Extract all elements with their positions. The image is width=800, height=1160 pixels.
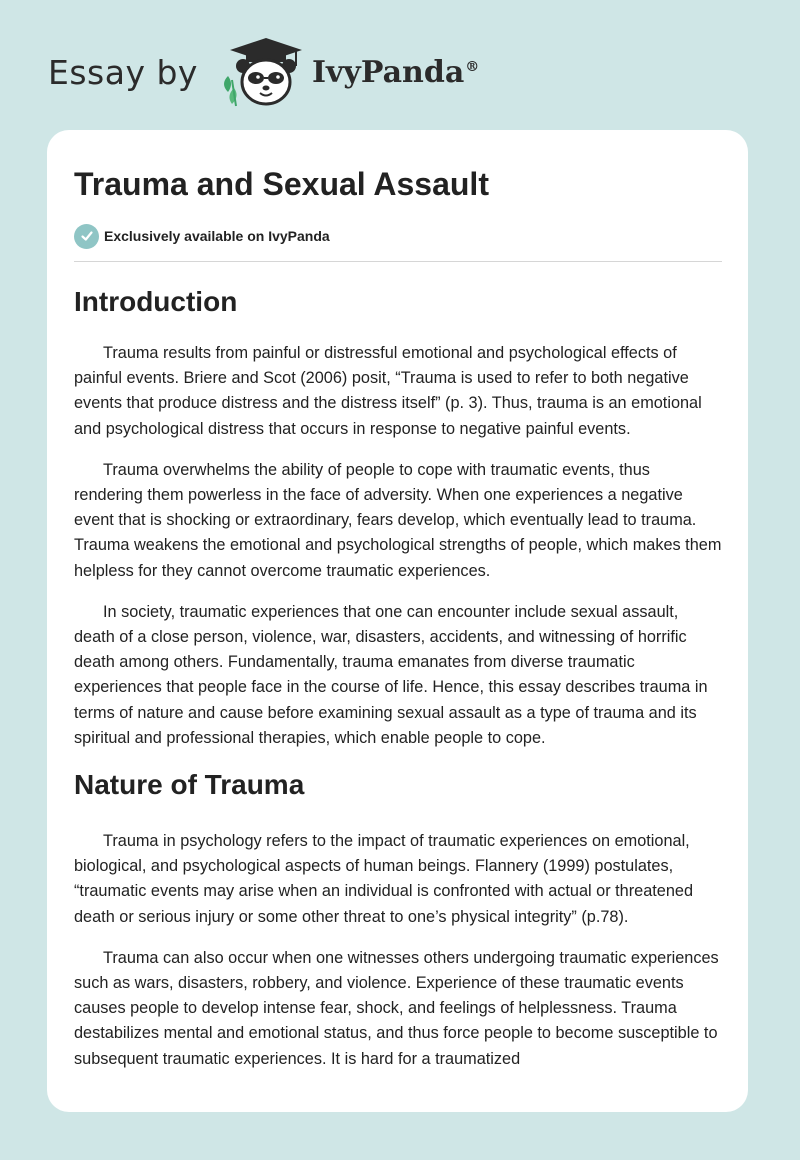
brand-logo[interactable] [48, 36, 479, 108]
divider [74, 261, 722, 262]
paragraph: Trauma can also occur when one witnesses others undergoing traumatic experiences such as wars, disasters, robbery, and violence. Experience of these traumatic events causes people to develop intense fear, shock, and feelings of helplessness. Trauma destabilizes mental and emotional status, and thus force people to become susceptible to subsequent traumatic experiences. It is hard for a traumatized [74, 948, 719, 1068]
brand-prefix: Essay by [48, 52, 198, 92]
paragraph: Trauma results from painful or distressful emotional and psychological effects of painful events. Briere and Scot (2006) posit, “Trauma is used to refer to both negative events that produce distress and the distress itself” (p. 3). Thus, trauma is an emotional and psychological distress that occurs in response to negative painful events. [74, 344, 702, 438]
page-title: Trauma and Sexual Assault [74, 166, 489, 202]
brand-name: IvyPanda® [311, 54, 480, 90]
check-icon [74, 224, 99, 249]
paragraph: Trauma overwhelms the ability of people to cope with traumatic events, thus rendering them powerless in the face of adversity. When one experiences a negative event that is shocking or extraordinary, fears develop, which eventually lead to trauma. Trauma weakens the emotional and psychological strengths of people, which makes them helpless for they cannot overcome traumatic experiences. [74, 460, 722, 580]
section-heading-nature-of-trauma: Nature of Trauma [74, 769, 305, 801]
exclusive-badge [74, 222, 722, 250]
paragraph: Trauma in psychology refers to the impact of traumatic experiences on emotional, biological, and psychological aspects of human beings. Flannery (1999) postulates, “traumatic events may arise when an individual is confronted with actual or threatened death or serious injury or some other threat to one’s physical integrity” (p.78). [74, 832, 694, 926]
panda-mascot-icon [216, 36, 308, 108]
registered-mark: ® [465, 58, 480, 75]
paragraph: In society, traumatic experiences that one can encounter include sexual assault, death of a close person, violence, war, disasters, accidents, and witnessing of horrific death among others. Fundamentally, trauma emanates from diverse traumatic experiences that people face in the course of life. Hence, this essay describes trauma in terms of nature and cause before examining sexual assault as a type of trauma and its spiritual and professional therapies, which enable people to cope. [74, 602, 708, 747]
essay-card [47, 130, 748, 1112]
section-heading-introduction: Introduction [74, 286, 238, 317]
badge-label: Exclusively available on IvyPanda [104, 228, 330, 244]
